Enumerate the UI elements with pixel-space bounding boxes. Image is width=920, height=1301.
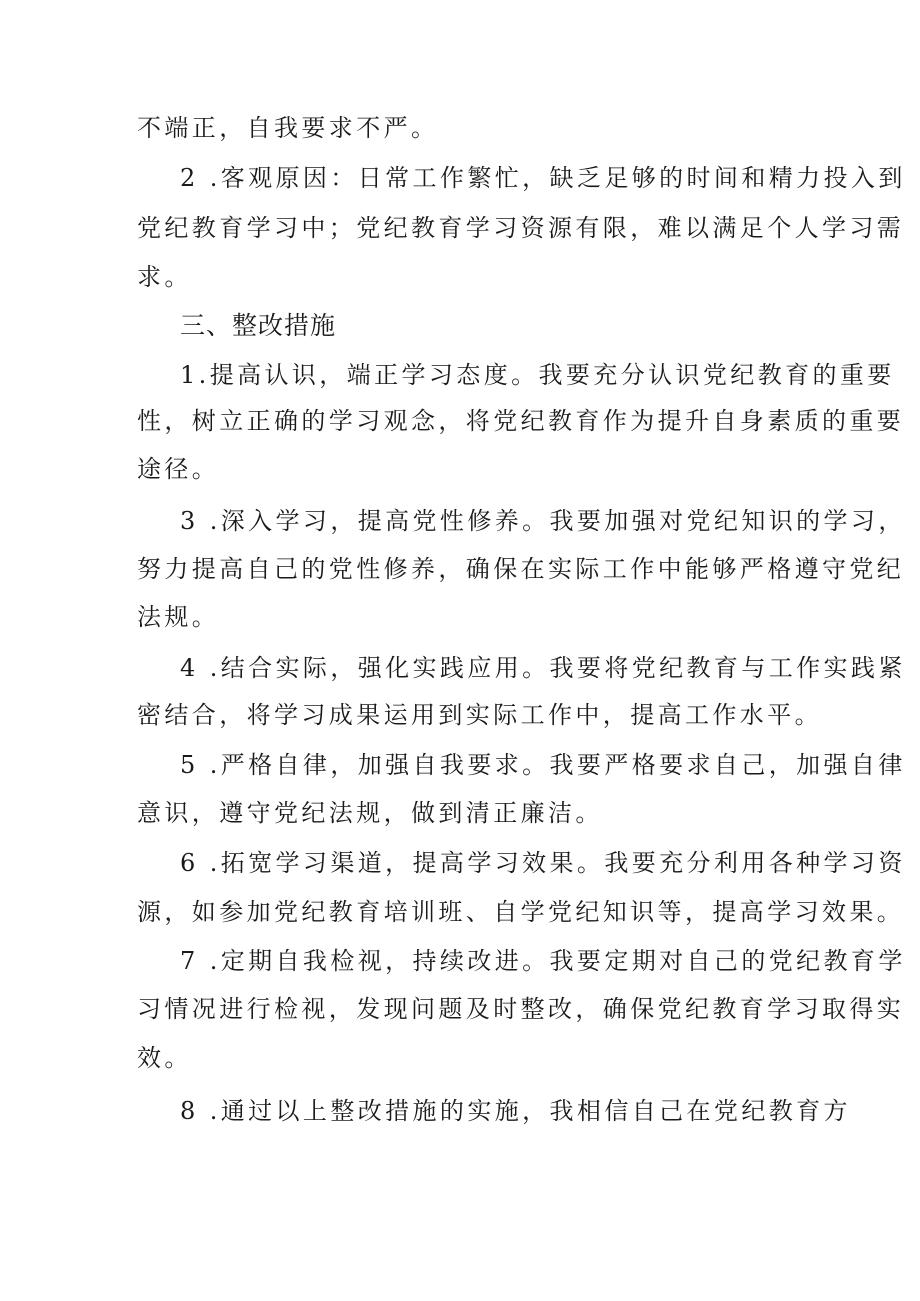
text-line-19: 习情况进行检视，发现问题及时整改，确保党纪教育学习取得实: [137, 995, 905, 1023]
text-line-17: 源，如参加党纪教育培训班、自学党纪知识等，提高学习效果。: [137, 898, 905, 926]
text-line-21: 8 .通过以上整改措施的实施，我相信自己在党纪教育方: [180, 1097, 851, 1125]
text-line-3: 党纪教育学习中；党纪教育学习资源有限，难以满足个人学习需: [137, 214, 905, 242]
text-line-8: 途径。: [137, 455, 220, 483]
text-line-20: 效。: [137, 1044, 192, 1072]
text-line-15: 意识，遵守党纪法规，做到清正廉洁。: [137, 799, 603, 827]
text-line-18: 7 .定期自我检视，持续改进。我要定期对自己的党纪教育学: [180, 947, 906, 975]
text-line-11: 法规。: [137, 603, 220, 631]
text-line-9: 3 .深入学习，提高党性修养。我要加强对党纪知识的学习，: [180, 507, 906, 535]
text-line-6: 1.提高认识，端正学习态度。我要充分认识党纪教育的重要: [180, 361, 895, 389]
section-heading: 三、整改措施: [180, 311, 337, 340]
text-line-2: 2 .客观原因：日常工作繁忙，缺乏足够的时间和精力投入到: [180, 164, 906, 192]
text-line-1: 不端正，自我要求不严。: [137, 114, 439, 142]
text-line-12: 4 .结合实际，强化实践应用。我要将党纪教育与工作实践紧: [180, 654, 906, 682]
text-line-7: 性，树立正确的学习观念，将党纪教育作为提升自身素质的重要: [137, 407, 905, 435]
text-line-4: 求。: [137, 263, 192, 291]
text-line-16: 6 .拓宽学习渠道，提高学习效果。我要充分利用各种学习资: [180, 849, 906, 877]
text-line-14: 5 .严格自律，加强自我要求。我要严格要求自己，加强自律: [180, 751, 906, 779]
text-line-10: 努力提高自己的党性修养，确保在实际工作中能够严格遵守党纪: [137, 555, 905, 583]
text-line-13: 密结合，将学习成果运用到实际工作中，提高工作水平。: [137, 701, 822, 729]
